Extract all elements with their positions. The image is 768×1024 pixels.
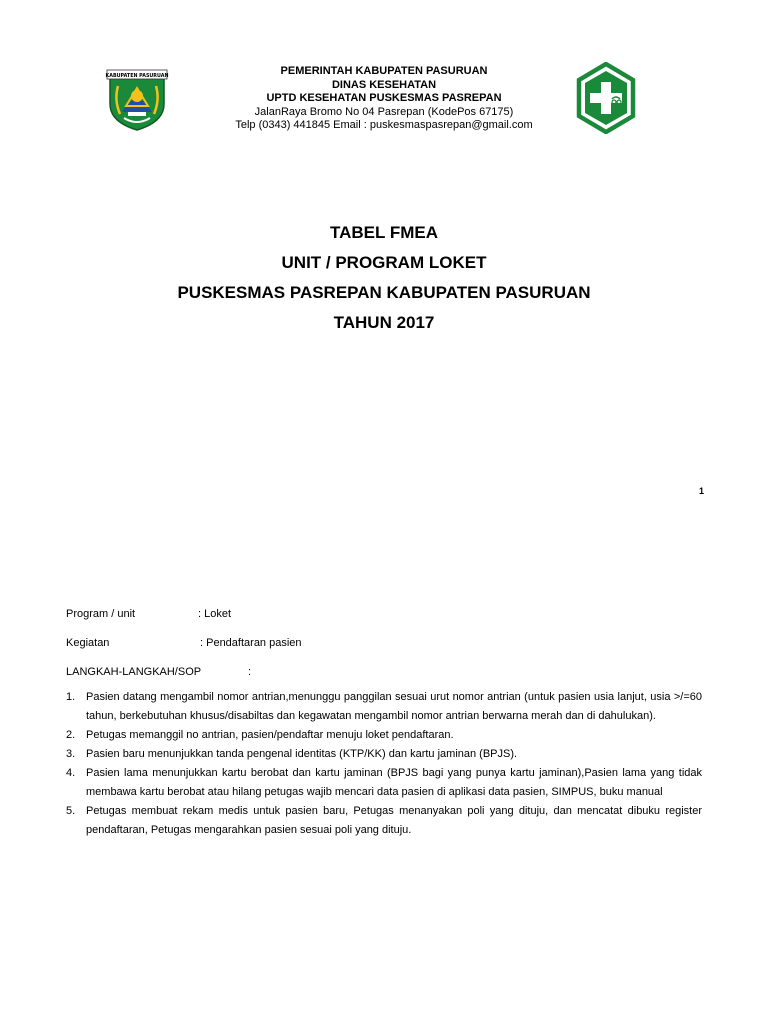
step-text: Petugas membuat rekam medis untuk pasien baru, Petugas menanyakan poli yang dituju, dan mencatat dibuku register pendaftaran, Petugas mengarahkan pasien sesuai poli yang dituju. xyxy=(86,805,702,836)
step-number: 5. xyxy=(66,805,76,817)
step-number: 4. xyxy=(66,767,76,779)
title-line-4: TAHUN 2017 xyxy=(333,313,435,332)
list-item xyxy=(66,764,702,802)
step-text: Pasien lama menunjukkan kartu berobat dan kartu jaminan (BPJS bagi yang punya kartu jaminan),Pasien lama yang tidak membawa kartu berobat atau hilang petugas wajib mencari data pasien di aplikasi data pasien, SIMPUS, buku manual xyxy=(86,767,702,798)
langkah-row xyxy=(66,665,252,679)
letterhead-department: DINAS KESEHATAN xyxy=(331,78,437,91)
letterhead-text xyxy=(200,65,568,133)
langkah-label: LANGKAH-LANGKAH/SOP xyxy=(66,666,202,678)
step-text: Pasien baru menunjukkan tanda pengenal identitas (KTP/KK) dan kartu jaminan (BPJS). xyxy=(86,748,518,760)
step-number: 2. xyxy=(66,729,76,741)
kegiatan-value: : Pendaftaran pasien xyxy=(200,637,302,649)
kegiatan-row xyxy=(66,636,302,650)
title-line-3: PUSKESMAS PASREPAN KABUPATEN PASURUAN xyxy=(177,283,591,302)
letterhead-unit: UPTD KESEHATAN PUSKESMAS PASREPAN xyxy=(266,92,502,104)
emblem-ribbon-text: KABUPATEN PASURUAN xyxy=(105,74,169,79)
step-number: 1. xyxy=(66,691,76,703)
list-item xyxy=(66,745,702,764)
title-line-2: UNIT / PROGRAM LOKET xyxy=(281,253,487,272)
kabupaten-pasuruan-emblem-icon xyxy=(104,66,170,132)
program-unit-value: : Loket xyxy=(198,608,232,620)
list-item xyxy=(66,688,702,726)
list-item xyxy=(66,802,702,840)
title-line-1: TABEL FMEA xyxy=(330,223,438,242)
langkah-value: : xyxy=(248,666,252,678)
puskesmas-logo-icon xyxy=(576,62,636,134)
list-item xyxy=(66,726,702,745)
letterhead-government: PEMERINTAH KABUPATEN PASURUAN xyxy=(280,65,488,77)
sop-steps-list xyxy=(66,688,702,840)
document-title xyxy=(84,222,684,342)
step-text: Pasien datang mengambil nomor antrian,menunggu panggilan sesuai urut nomor antrian (untuk pasien usia lanjut, usia >/=60 tahun, berkebutuhan khusus/disabiltas dan kegawatan mengambil nomor antrian berwarna merah dan di dahulukan). xyxy=(86,691,702,722)
page-number: 1 xyxy=(698,486,704,496)
step-number: 3. xyxy=(66,748,76,760)
letterhead-address: JalanRaya Bromo No 04 Pasrepan (KodePos 67175) xyxy=(254,105,514,118)
letterhead-contact: Telp (0343) 441845 Email : puskesmaspasrepan@gmail.com xyxy=(235,119,533,131)
letterhead xyxy=(0,0,768,140)
step-text: Petugas memanggil no antrian, pasien/pendaftar menuju loket pendaftaran. xyxy=(86,729,454,741)
program-unit-row xyxy=(66,607,232,621)
program-unit-label: Program / unit xyxy=(66,608,136,620)
kegiatan-label: Kegiatan xyxy=(66,637,110,649)
